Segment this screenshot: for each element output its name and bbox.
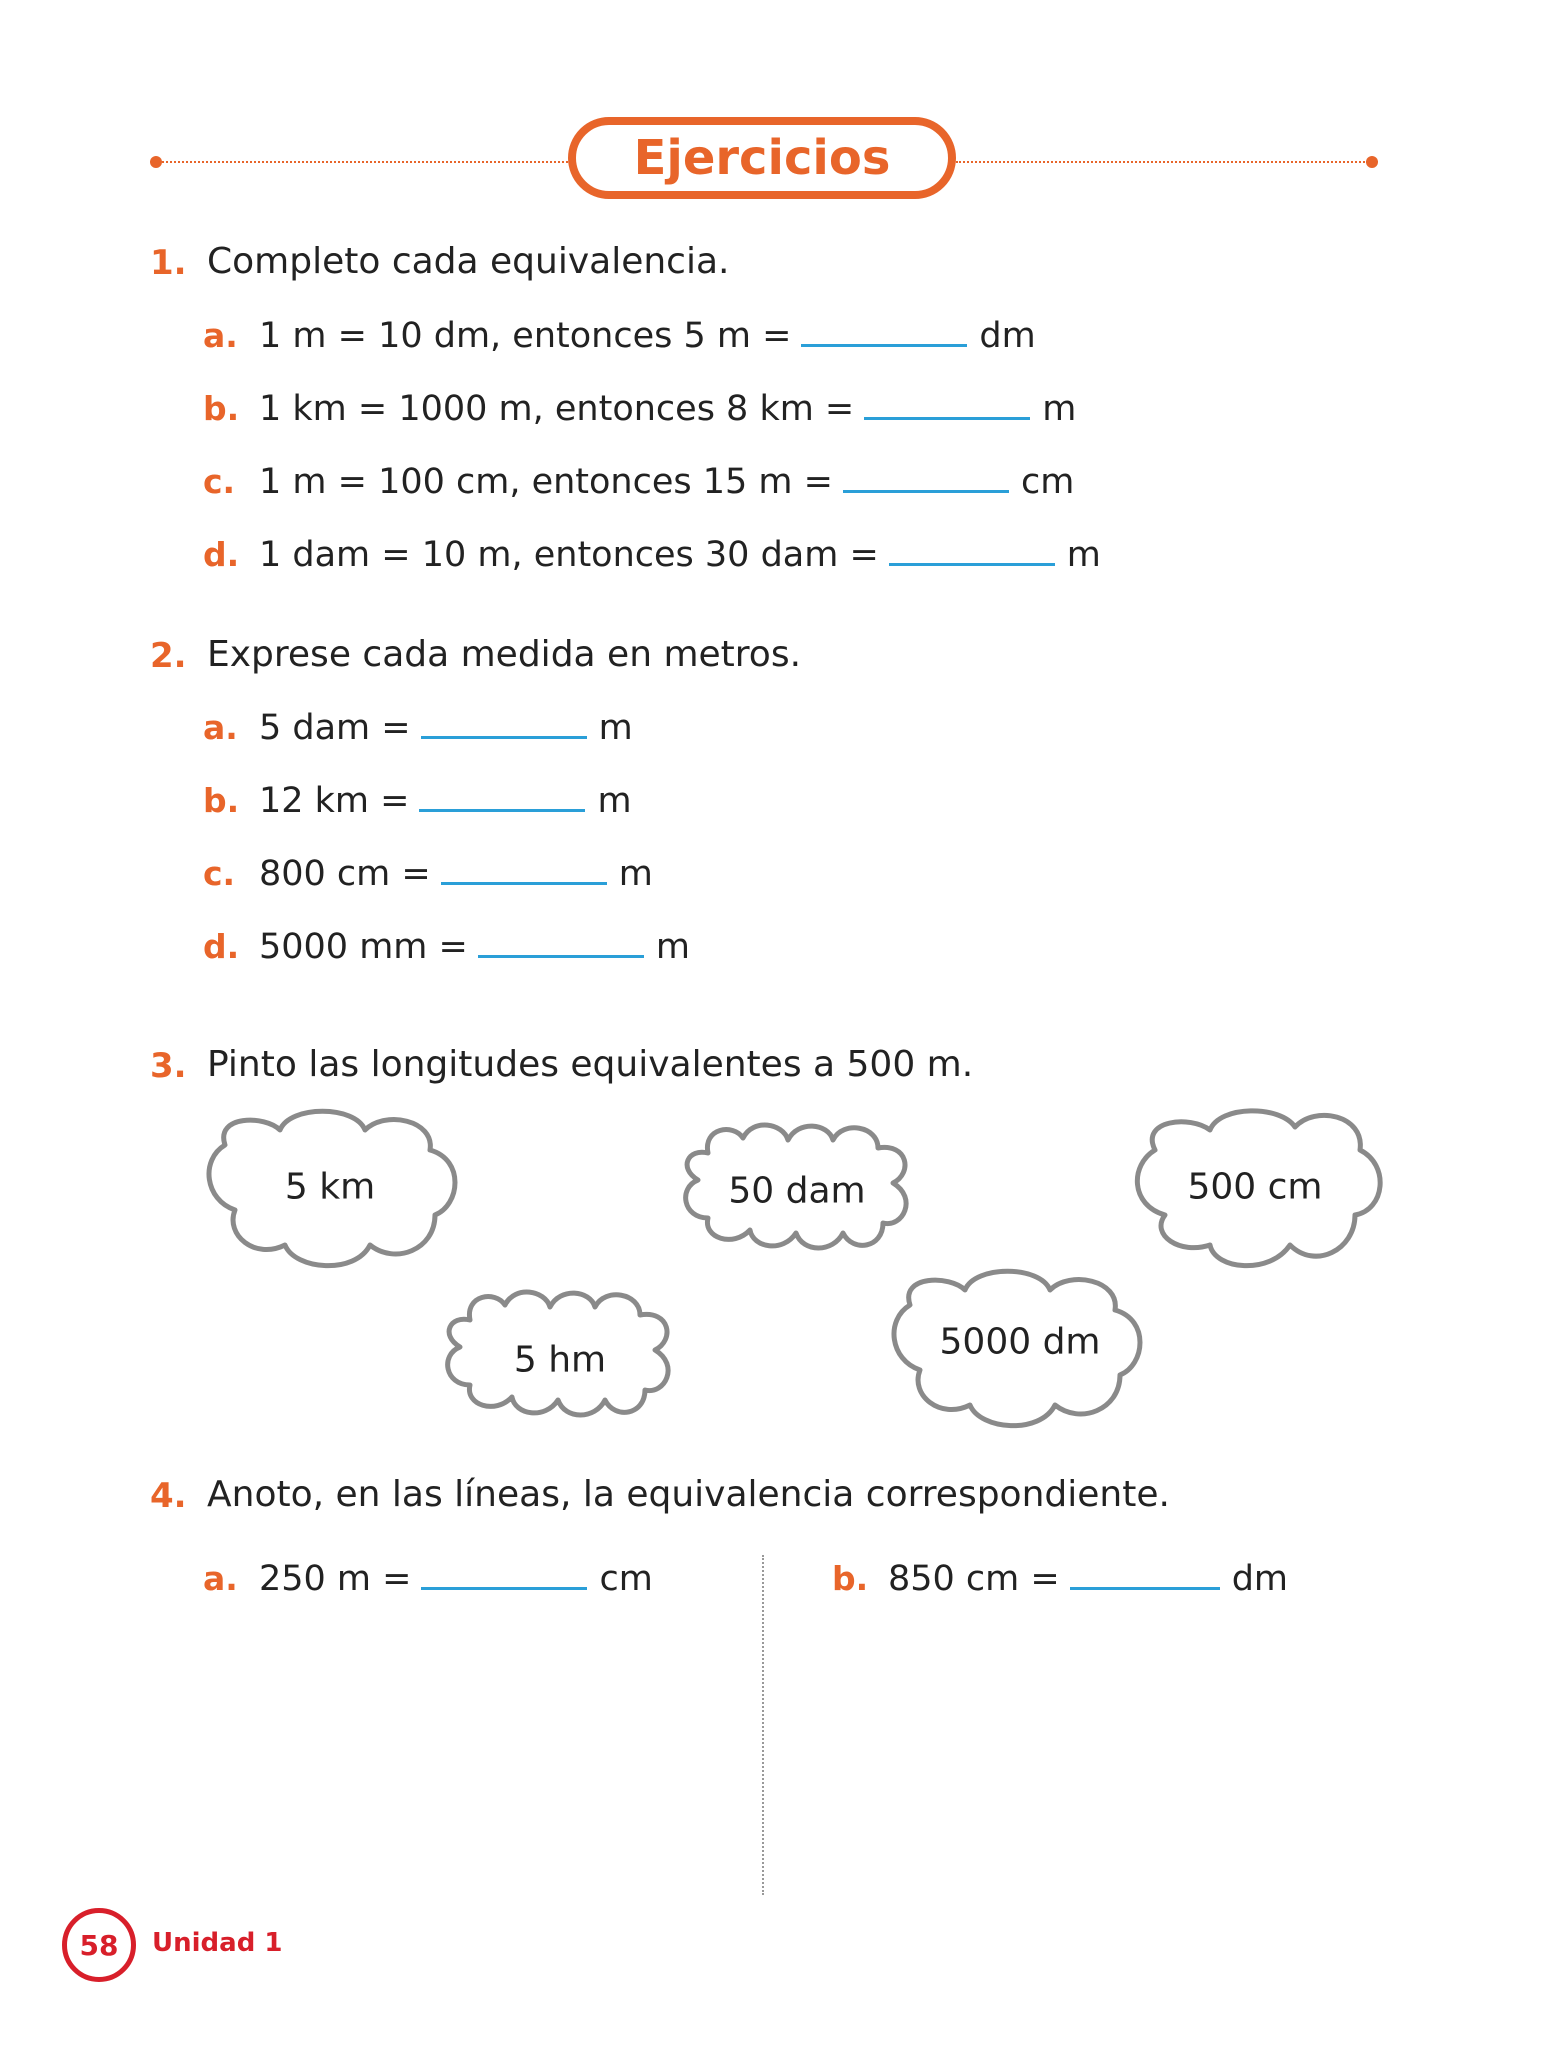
header-dot-left [150,156,162,168]
exercise-1-number: 1. [150,243,187,283]
item-label: d. [203,927,240,966]
exercise-4-number: 4. [150,1476,187,1516]
cloud-label: 500 cm [1187,1166,1323,1208]
item-label: b. [203,781,240,820]
item-unit: dm [979,316,1036,356]
item-unit: m [1042,389,1077,429]
exercise-3-number: 3. [150,1046,187,1086]
exercise-4a [203,1557,653,1599]
item-label: c. [203,462,236,501]
item-unit: m [597,781,632,821]
exercise-2a [203,706,633,748]
item-unit: m [598,708,633,748]
column-divider [762,1555,764,1895]
exercise-4-instruction: Anoto, en las líneas, la equivalencia correspondiente. [207,1474,1170,1515]
item-label: a. [203,316,238,355]
item-label: d. [203,535,240,574]
item-prefix: 5 dam = [259,708,411,748]
page-number: 58 [62,1908,136,1982]
exercise-2b [203,779,632,821]
unit-label: Unidad 1 [152,1928,283,1958]
answer-line[interactable] [421,1557,587,1590]
item-prefix: 1 m = 100 cm, entonces 15 m = [259,462,833,502]
item-unit: m [618,854,653,894]
item-prefix: 12 km = [259,781,410,821]
item-label: b. [832,1559,869,1598]
answer-line[interactable] [1070,1557,1220,1590]
exercise-1d [203,533,1101,575]
item-unit: dm [1231,1559,1289,1599]
answer-line[interactable] [801,314,967,347]
answer-line[interactable] [441,852,607,885]
exercise-2d [203,925,690,967]
cloud-label: 5 km [284,1166,376,1208]
exercise-4b [832,1557,1288,1599]
item-label: b. [203,389,240,428]
header-dotted-line-left [162,161,568,163]
exercise-1a [203,314,1036,356]
answer-line[interactable] [421,706,587,739]
exercise-1-instruction: Completo cada equivalencia. [207,241,730,282]
answer-line[interactable] [478,925,644,958]
answer-line[interactable] [889,533,1055,566]
item-prefix: 850 cm = [888,1559,1060,1599]
item-unit: cm [1020,462,1075,502]
exercise-2-instruction: Exprese cada medida en metros. [207,634,802,675]
header-dot-right [1366,156,1378,168]
answer-line[interactable] [843,460,1009,493]
exercise-1b [203,387,1076,429]
exercise-1c [203,460,1074,502]
exercise-3-instruction: Pinto las longitudes equivalentes a 500 m. [207,1044,974,1085]
item-prefix: 1 m = 10 dm, entonces 5 m = [259,316,792,356]
item-prefix: 800 cm = [259,854,431,894]
item-unit: cm [599,1559,653,1599]
item-prefix: 1 km = 1000 m, entonces 8 km = [259,389,855,429]
item-label: c. [203,854,236,893]
cloud-label: 5000 dm [939,1321,1101,1363]
cloud-label: 50 dam [728,1170,866,1212]
item-prefix: 250 m = [259,1559,412,1599]
item-prefix: 5000 mm = [259,927,468,967]
page-title: Ejercicios [568,117,956,199]
answer-line[interactable] [864,387,1030,420]
item-unit: m [655,927,690,967]
item-label: a. [203,708,238,747]
answer-line[interactable] [419,779,585,812]
cloud-label: 5 hm [513,1339,607,1381]
item-unit: m [1066,535,1101,575]
item-prefix: 1 dam = 10 m, entonces 30 dam = [259,535,879,575]
exercise-2-number: 2. [150,636,187,676]
item-label: a. [203,1559,238,1598]
header-dotted-line-right [956,161,1368,163]
exercise-2c [203,852,653,894]
